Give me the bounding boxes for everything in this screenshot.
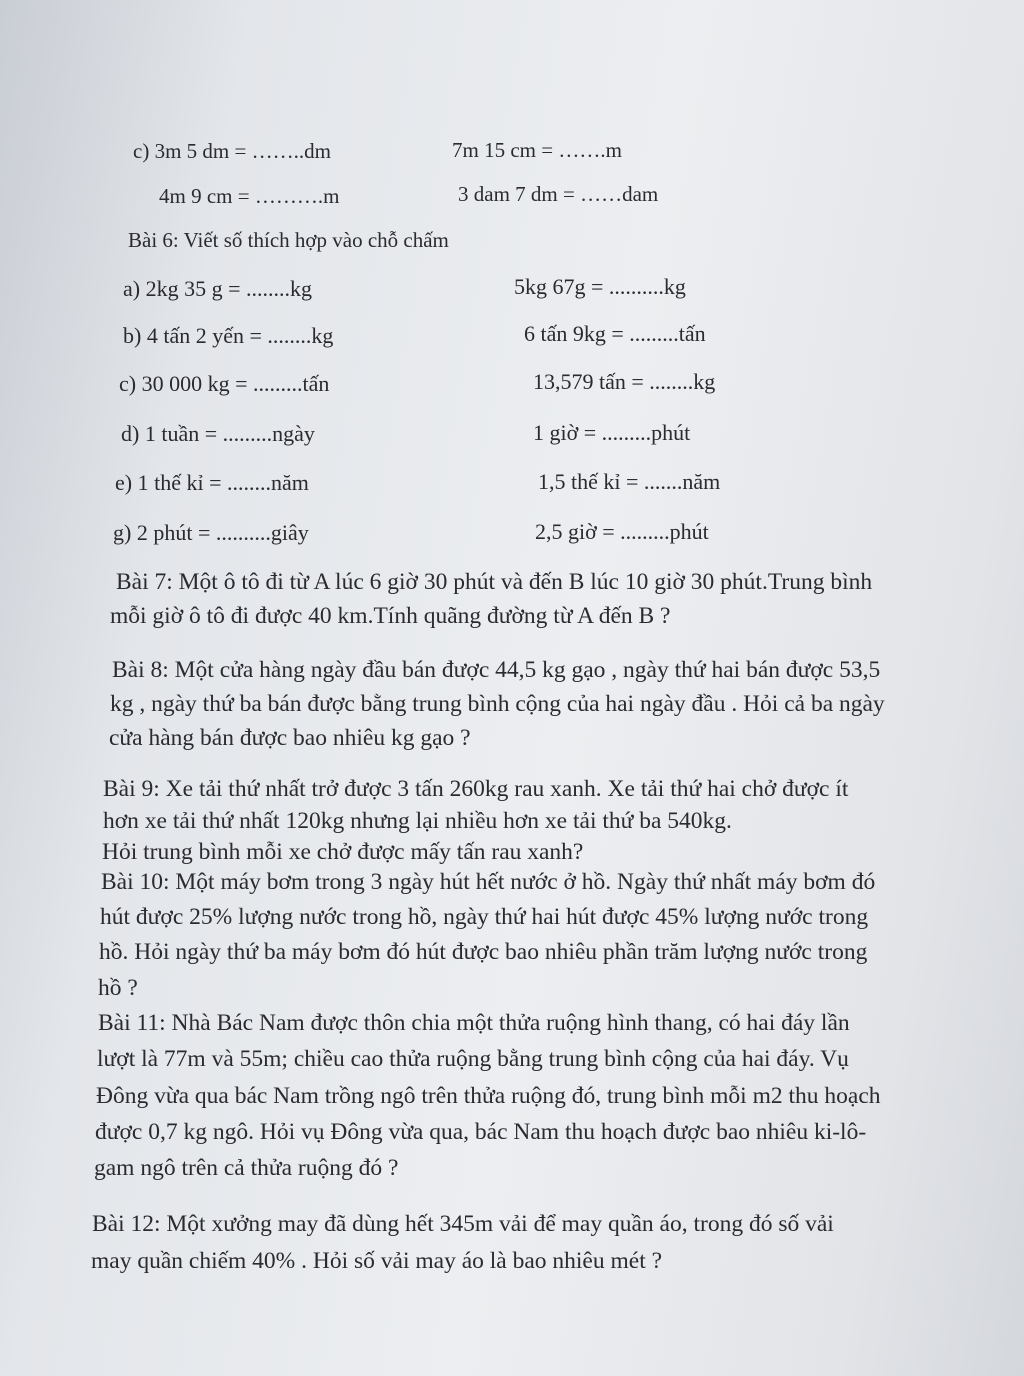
bai6-row-g-right: 2,5 giờ = .........phút [535, 519, 709, 544]
bai10-line-3: hồ. Hỏi ngày thứ ba máy bơm đó hút được bao nhiêu phần trăm lượng nước trong [99, 939, 868, 965]
bai8-line-3: cửa hàng bán được bao nhiêu kg gạo ? [109, 725, 471, 751]
bai12-line-2: may quần chiếm 40% . Hỏi số vải may áo là bao nhiêu mét ? [91, 1248, 663, 1274]
ex5c-row1-left: c) 3m 5 dm = ……..dm [133, 139, 331, 163]
ex5c-row2-right: 3 dam 7 dm = ……dam [458, 182, 659, 206]
bai9-line-2: hơn xe tải thứ nhất 120kg nhưng lại nhiều hơn xe tải thứ ba 540kg. [103, 808, 732, 834]
bai6-row-b-left: b) 4 tấn 2 yến = ........kg [123, 323, 334, 348]
bai6-row-a-left: a) 2kg 35 g = ........kg [123, 276, 312, 301]
bai11-line-3: Đông vừa qua bác Nam trồng ngô trên thửa ruộng đó, trung bình mỗi m2 thu hoạch [96, 1083, 881, 1109]
bai7-line-2: mỗi giờ ô tô đi được 40 km.Tính quãng đường từ A đến B ? [110, 603, 671, 629]
bai6-row-e-right: 1,5 thế kỉ = .......năm [538, 469, 721, 494]
bai12-line-1: Bài 12: Một xưởng may đã dùng hết 345m vải để may quần áo, trong đó số vải [92, 1211, 834, 1237]
bai6-row-c-left: c) 30 000 kg = .........tấn [119, 371, 330, 396]
bai11-line-1: Bài 11: Nhà Bác Nam được thôn chia một thửa ruộng hình thang, có hai đáy lần [98, 1010, 850, 1036]
bai11-line-2: lượt là 77m và 55m; chiều cao thửa ruộng bằng trung bình cộng của hai đáy. Vụ [97, 1046, 849, 1072]
bai6-row-d-left: d) 1 tuần = .........ngày [121, 421, 315, 446]
bai6-title: Bài 6: Viết số thích hợp vào chỗ chấm [128, 228, 449, 252]
bai6-row-g-left: g) 2 phút = ..........giây [113, 520, 309, 545]
bai9-line-3: Hỏi trung bình mỗi xe chở được mấy tấn rau xanh? [102, 839, 584, 865]
bai7-line-1: Bài 7: Một ô tô đi từ A lúc 6 giờ 30 phút và đến B lúc 10 giờ 30 phút.Trung bình [116, 569, 873, 595]
bai10-line-4: hồ ? [98, 975, 138, 1001]
bai8-line-2: kg , ngày thứ ba bán được bằng trung bình cộng của hai ngày đầu . Hỏi cả ba ngày [110, 691, 885, 717]
ex5c-row1-right: 7m 15 cm = …….m [452, 138, 622, 162]
bai8-line-1: Bài 8: Một cửa hàng ngày đầu bán được 44,5 kg gạo , ngày thứ hai bán được 53,5 [112, 657, 881, 683]
bai6-row-a-right: 5kg 67g = ..........kg [514, 274, 686, 299]
bai6-row-b-right: 6 tấn 9kg = .........tấn [524, 321, 706, 346]
bai9-line-1: Bài 9: Xe tải thứ nhất trở được 3 tấn 260kg rau xanh. Xe tải thứ hai chở được ít [103, 776, 849, 802]
bai6-row-d-right: 1 giờ = .........phút [533, 420, 691, 445]
bai6-row-e-left: e) 1 thế kỉ = ........năm [115, 470, 309, 495]
bai10-line-1: Bài 10: Một máy bơm trong 3 ngày hút hết nước ở hồ. Ngày thứ nhất máy bơm đó [101, 869, 876, 895]
bai6-row-c-right: 13,579 tấn = ........kg [533, 369, 716, 394]
bai10-line-2: hút được 25% lượng nước trong hồ, ngày thứ hai hút được 45% lượng nước trong [100, 904, 869, 930]
ex5c-row2-left: 4m 9 cm = ……….m [159, 184, 340, 208]
bai11-line-4: được 0,7 kg ngô. Hỏi vụ Đông vừa qua, bác Nam thu hoạch được bao nhiêu ki-lô- [95, 1119, 867, 1145]
bai11-line-5: gam ngô trên cả thửa ruộng đó ? [94, 1155, 399, 1181]
